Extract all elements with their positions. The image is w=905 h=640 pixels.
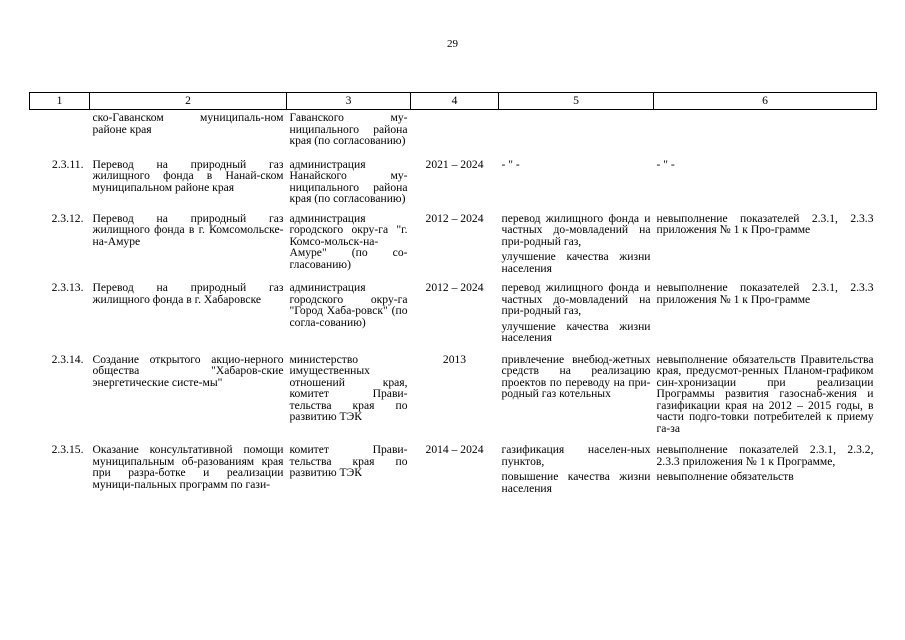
table-row	[30, 110, 877, 157]
cell-executor: администрация Нанайского му-ниципального района края (по согласованию)	[289, 157, 408, 205]
result-paragraph: перевод жилищного фонда и частных до-мовладений на при-родный газ,	[501, 211, 651, 248]
header-col-3: 3	[287, 93, 411, 110]
cell-period	[411, 110, 499, 157]
cell-measure: Создание открытого акцио-нерного общества "Хабаров-ские энергетические систе-мы"	[92, 352, 284, 389]
table-row	[30, 352, 877, 443]
cell-result	[499, 352, 654, 443]
result-paragraph: газификация населен-ных пунктов,	[501, 443, 651, 468]
cell-consequence	[654, 157, 877, 211]
consequence-paragraph: - " -	[656, 157, 675, 171]
measures-table	[29, 92, 877, 494]
cell-consequence	[654, 110, 877, 157]
cell-measure: ско-Гаванском муниципаль-ном районе края	[92, 111, 284, 136]
cell-executor: администрация городского окру-га "г. Комсо-мольск-на-Амуре" (по со-гласованию)	[289, 211, 408, 271]
cell-result	[499, 157, 654, 211]
result-paragraph: - " -	[501, 157, 520, 171]
cell-number	[30, 110, 90, 157]
cell-consequence	[654, 280, 877, 352]
cell-period: 2012 – 2024	[425, 211, 484, 225]
result-paragraph: перевод жилищного фонда и частных до-мовладений на при-родный газ,	[501, 281, 651, 317]
cell-number: 2.3.14.	[51, 352, 84, 366]
cell-measure: Перевод на природный газ жилищного фонда в г. Комсомольске-на-Амуре	[92, 211, 284, 248]
cell-executor: администрация городского окру-га "Город Хаба-ровск" (по согла-сованию)	[289, 281, 408, 329]
result-paragraph: улучшение качества жизни населения	[501, 319, 651, 344]
cell-period: 2012 – 2024	[425, 281, 484, 294]
header-col-4: 4	[411, 93, 499, 110]
consequence-paragraph: невыполнение показателей 2.3.1, 2.3.2, 2.3.3 приложения № 1 к Программе,	[656, 443, 874, 468]
header-col-5: 5	[499, 93, 654, 110]
result-paragraph: повышение качества жизни населения	[501, 470, 651, 495]
result-paragraph: улучшение качества жизни населения	[501, 250, 651, 275]
cell-result	[499, 442, 654, 494]
cell-measure: Перевод на природный газ жилищного фонда в г. Хабаровске	[92, 281, 284, 306]
table-row	[30, 280, 877, 352]
cell-result	[499, 211, 654, 281]
result-paragraph: привлечение внебюд-жетных средств на реализацию проектов по переводу на при-родный газ котельных	[501, 352, 651, 400]
cell-executor: министерство имущественных отношений края, комитет Прави-тельства края по развитию ТЭК	[289, 352, 408, 423]
table-row	[30, 442, 877, 494]
header-col-6: 6	[654, 93, 877, 110]
table-row	[30, 157, 877, 211]
cell-result	[499, 110, 654, 157]
cell-number: 2.3.11.	[52, 157, 84, 171]
table-body	[30, 110, 877, 495]
cell-period: 2014 – 2024	[425, 443, 484, 456]
consequence-paragraph: невыполнение обязательств Правительства края, предусмот-ренных Планом-графиком син-хронизации при реализации Программы развития газоснаб-жения и газификации края на 2012 – 2015 годы, в части подго-товки потребителей к приему га-за	[656, 352, 874, 435]
cell-period: 2013	[442, 352, 467, 366]
cell-executor: комитет Прави-тельства края по развитию ТЭК	[289, 443, 408, 479]
cell-consequence	[654, 211, 877, 281]
consequence-paragraph: невыполнение показателей 2.3.1, 2.3.3 приложения № 1 к Про-грамме	[656, 281, 874, 306]
table-row	[30, 211, 877, 281]
cell-consequence	[654, 352, 877, 443]
consequence-paragraph: невыполнение обязательств	[656, 470, 794, 483]
cell-consequence	[654, 442, 877, 494]
cell-number: 2.3.13.	[51, 281, 84, 294]
cell-executor: Гаванского му-ниципального района края (по согласованию)	[289, 111, 408, 147]
header-col-1: 1	[30, 93, 90, 110]
cell-measure: Перевод на природный газ жилищного фонда в Нанай-ском муниципальном районе края	[92, 157, 284, 194]
consequence-paragraph: невыполнение показателей 2.3.1, 2.3.3 приложения № 1 к Про-грамме	[656, 211, 874, 236]
header-col-2: 2	[90, 93, 287, 110]
cell-result	[499, 280, 654, 352]
page-number: 29	[447, 38, 458, 50]
cell-number: 2.3.12.	[51, 211, 84, 225]
cell-measure: Оказание консультативной помощи муниципальным об-разованиям края при разра-ботке и реализации муници-пальных программ по гази-	[92, 443, 284, 491]
header-row	[30, 93, 877, 110]
cell-period: 2021 – 2024	[425, 157, 484, 171]
cell-number: 2.3.15.	[51, 443, 84, 456]
